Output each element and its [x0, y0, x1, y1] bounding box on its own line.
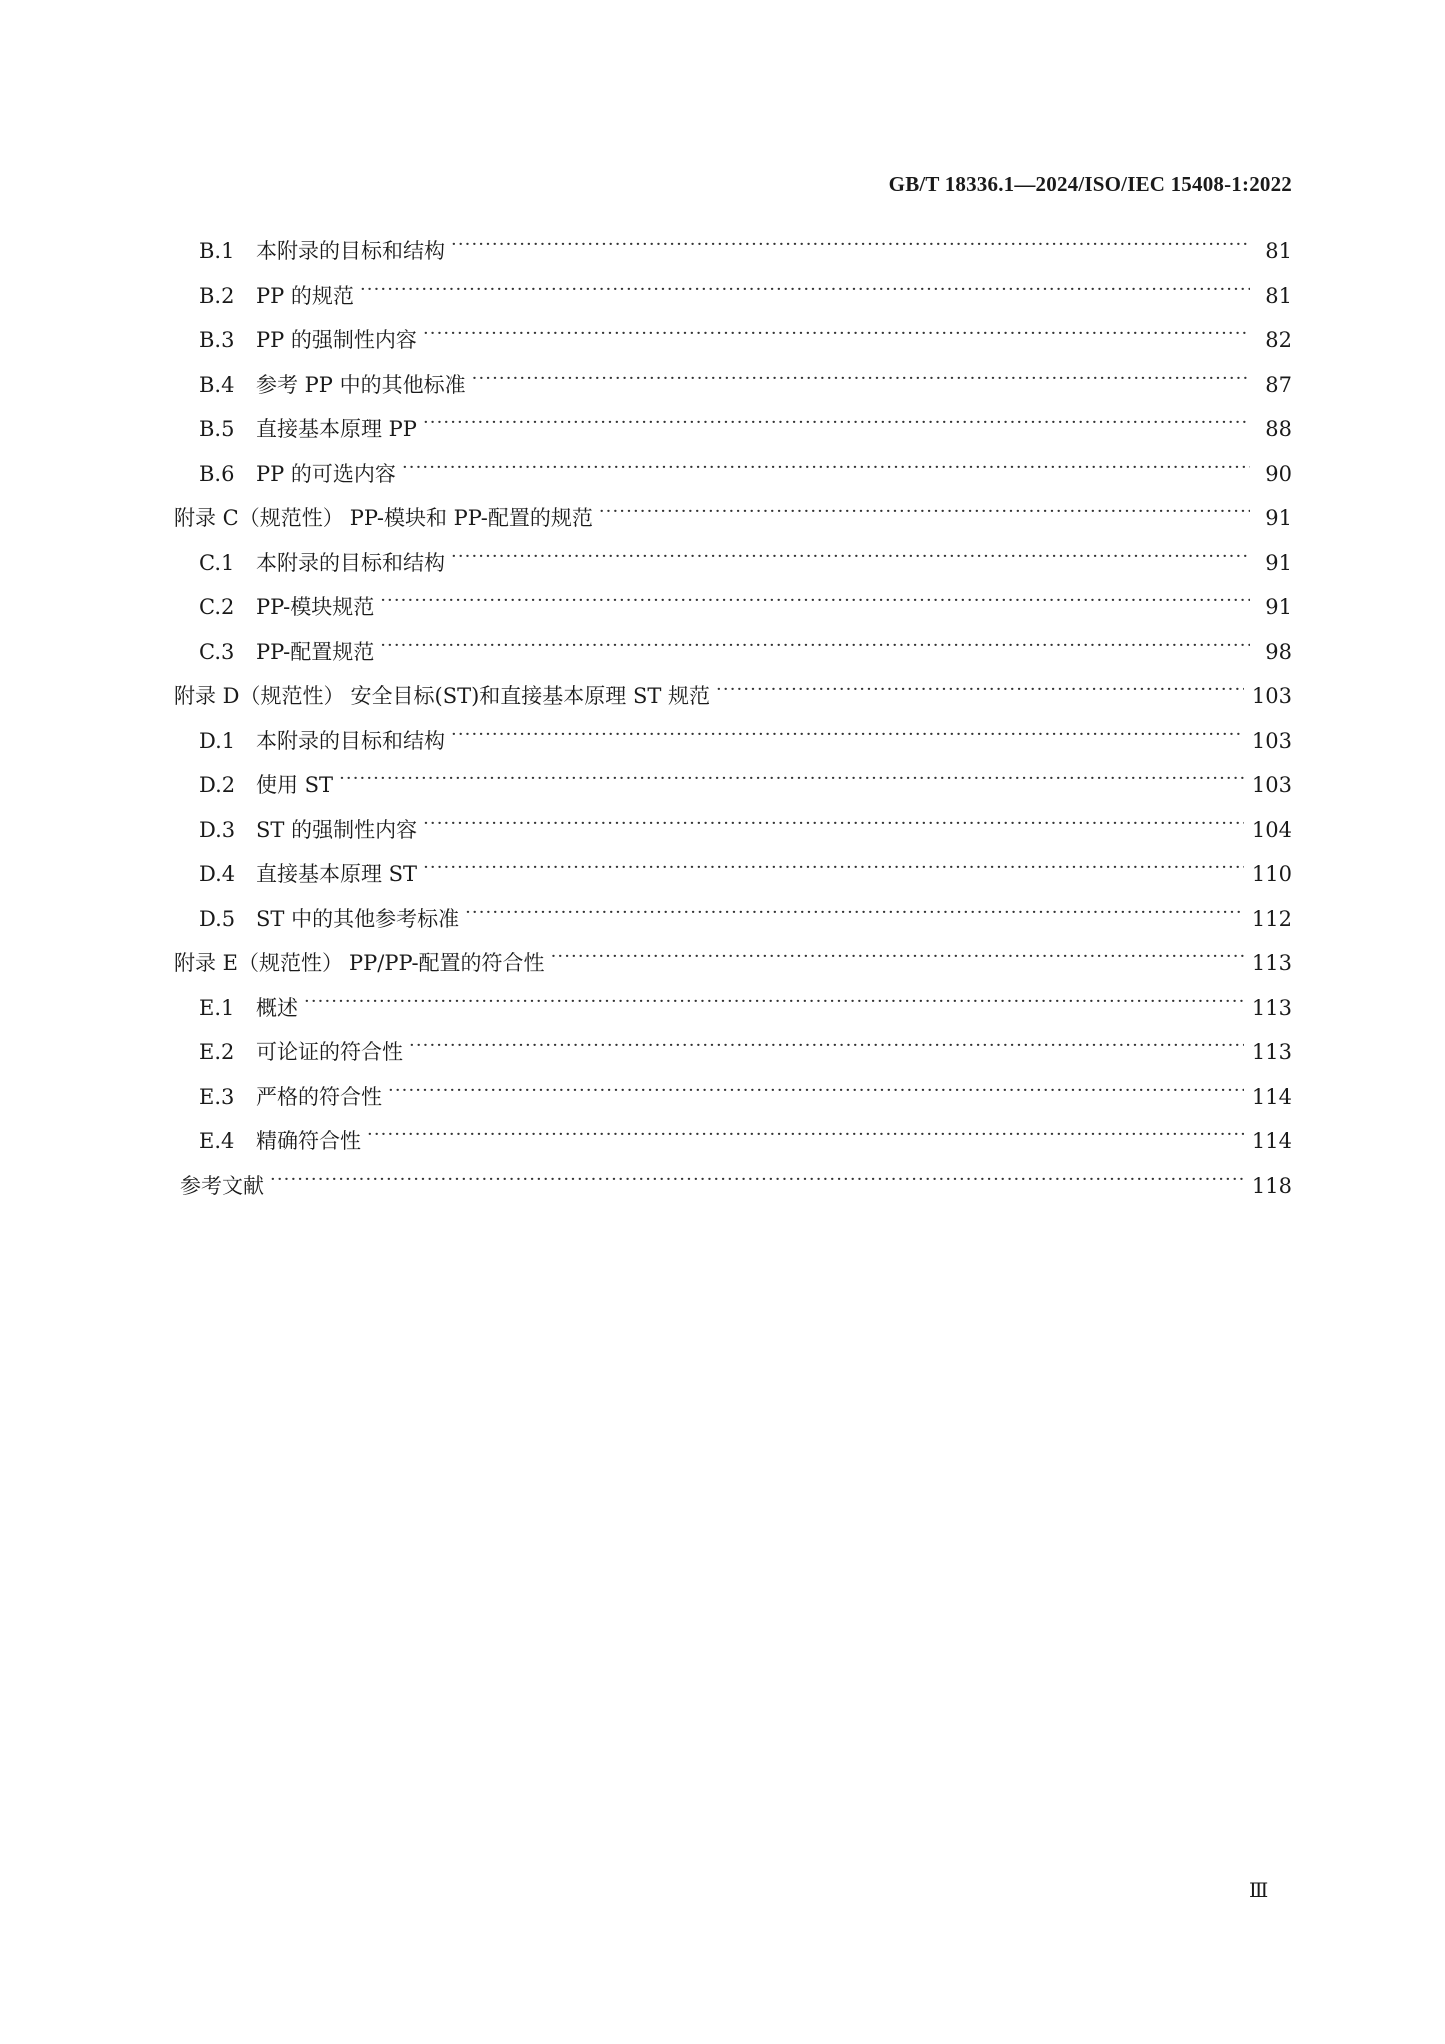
- toc-entry-title: 直接基本原理 PP: [256, 417, 417, 441]
- toc-entry[interactable]: [174, 1122, 1292, 1167]
- toc-entry-number: B.4: [199, 372, 235, 397]
- toc-dot-leader: [451, 722, 1244, 748]
- toc-dot-leader: [409, 1033, 1244, 1059]
- toc-entry-page: 103: [1251, 728, 1292, 753]
- toc-entry-title: 可论证的符合性: [256, 1040, 403, 1064]
- toc-entry-number: D.1: [199, 728, 236, 753]
- toc-entry-page: 81: [1265, 283, 1292, 308]
- toc-dot-leader: [472, 366, 1250, 392]
- toc-entry-page: 103: [1251, 684, 1292, 708]
- toc-entry-page: 113: [1251, 951, 1292, 975]
- toc-entry-title: 使用 ST: [256, 773, 334, 797]
- toc-entry-title: PP 的强制性内容: [256, 328, 417, 352]
- toc-entry-number: 附录 C（规范性）: [174, 506, 344, 530]
- toc-entry[interactable]: [174, 410, 1292, 455]
- toc-entry-page: 103: [1251, 773, 1292, 797]
- toc-entry-number: 附录 D（规范性）: [174, 684, 345, 708]
- toc-entry-title: 本附录的目标和结构: [256, 239, 445, 263]
- toc-entry-title: 参考文献: [180, 1173, 264, 1198]
- toc-dot-leader: [716, 677, 1244, 703]
- toc-dot-leader: [402, 455, 1250, 481]
- toc-entry-page: 104: [1251, 817, 1292, 842]
- toc-entry-number: B.5: [199, 417, 235, 441]
- toc-entry-page: 113: [1251, 1040, 1292, 1064]
- toc-entry-page: 98: [1265, 639, 1292, 664]
- toc-entry-page: 114: [1251, 1129, 1292, 1153]
- toc-entry-title: PP/PP-配置的符合性: [349, 951, 545, 975]
- page-number: Ⅲ: [1249, 1880, 1269, 1902]
- toc-entry[interactable]: [174, 321, 1292, 366]
- toc-entry-number: D.2: [199, 773, 236, 797]
- toc-dot-leader: [423, 855, 1244, 881]
- toc-dot-leader: [451, 544, 1250, 570]
- toc-dot-leader: [599, 499, 1250, 525]
- toc-entry-page: 91: [1265, 595, 1292, 619]
- toc-entry-number: E.3: [199, 1084, 235, 1109]
- toc-entry[interactable]: [174, 588, 1292, 633]
- toc-dot-leader: [451, 232, 1250, 258]
- table-of-contents: [174, 232, 1292, 1211]
- toc-entry-title: PP 的规范: [256, 283, 354, 308]
- toc-entry[interactable]: [174, 499, 1292, 544]
- toc-entry-page: 110: [1251, 862, 1292, 886]
- toc-entry[interactable]: [174, 900, 1292, 945]
- toc-entry-number: E.1: [199, 995, 235, 1020]
- toc-dot-leader: [465, 900, 1244, 926]
- toc-entry[interactable]: [174, 766, 1292, 811]
- toc-dot-leader: [423, 321, 1250, 347]
- toc-entry[interactable]: [174, 1033, 1292, 1078]
- toc-entry[interactable]: [174, 1167, 1292, 1212]
- toc-entry-title: PP-配置规范: [256, 639, 375, 664]
- toc-entry-number: B.3: [199, 328, 235, 352]
- toc-entry[interactable]: [174, 633, 1292, 678]
- toc-dot-leader: [423, 811, 1244, 837]
- toc-entry-title: ST 的强制性内容: [256, 817, 418, 842]
- toc-entry-number: C.3: [199, 639, 235, 664]
- toc-entry-title: 概述: [256, 995, 298, 1020]
- toc-entry-number: D.5: [199, 906, 236, 931]
- toc-entry[interactable]: [174, 677, 1292, 722]
- toc-dot-leader: [380, 588, 1250, 614]
- toc-entry[interactable]: [174, 722, 1292, 767]
- toc-entry-title: 精确符合性: [256, 1129, 361, 1153]
- toc-dot-leader: [304, 989, 1244, 1015]
- toc-entry-number: D.4: [199, 862, 236, 886]
- toc-entry-title: PP 的可选内容: [256, 461, 396, 486]
- toc-entry-number: E.4: [199, 1129, 235, 1153]
- toc-entry-page: 113: [1251, 995, 1292, 1020]
- toc-entry-page: 114: [1251, 1084, 1292, 1109]
- toc-dot-leader: [339, 766, 1244, 792]
- toc-entry-number: D.3: [199, 817, 236, 842]
- toc-entry-page: 118: [1251, 1173, 1292, 1198]
- toc-entry-page: 82: [1265, 328, 1292, 352]
- toc-entry[interactable]: [174, 544, 1292, 589]
- toc-entry-title: ST 中的其他参考标准: [256, 906, 460, 931]
- toc-entry[interactable]: [174, 1078, 1292, 1123]
- toc-entry-title: 严格的符合性: [256, 1084, 382, 1109]
- toc-entry-number: B.2: [199, 283, 235, 308]
- toc-entry[interactable]: [174, 366, 1292, 411]
- toc-entry-page: 112: [1251, 906, 1292, 931]
- toc-entry-title: PP-模块和 PP-配置的规范: [349, 506, 593, 530]
- toc-entry[interactable]: [174, 855, 1292, 900]
- toc-dot-leader: [360, 277, 1250, 303]
- toc-entry[interactable]: [174, 232, 1292, 277]
- toc-entry-number: C.1: [199, 550, 235, 575]
- toc-entry-number: B.1: [199, 239, 235, 263]
- toc-entry-page: 81: [1265, 239, 1292, 263]
- toc-entry[interactable]: [174, 455, 1292, 500]
- toc-dot-leader: [388, 1078, 1244, 1104]
- toc-entry-page: 91: [1265, 506, 1292, 530]
- toc-entry-title: 安全目标(ST)和直接基本原理 ST 规范: [350, 684, 711, 708]
- toc-entry-page: 88: [1265, 417, 1292, 441]
- toc-dot-leader: [551, 944, 1244, 970]
- toc-entry-title: 直接基本原理 ST: [256, 862, 418, 886]
- toc-entry-page: 87: [1265, 372, 1292, 397]
- toc-entry[interactable]: [174, 277, 1292, 322]
- toc-entry-title: PP-模块规范: [256, 595, 375, 619]
- toc-entry[interactable]: [174, 811, 1292, 856]
- toc-entry-number: E.2: [199, 1040, 235, 1064]
- toc-entry-number: B.6: [199, 461, 235, 486]
- toc-entry-number: 附录 E（规范性）: [174, 951, 344, 975]
- toc-entry-title: 参考 PP 中的其他标准: [256, 372, 466, 397]
- toc-entry-title: 本附录的目标和结构: [256, 550, 445, 575]
- toc-entry-number: C.2: [199, 595, 235, 619]
- toc-entry[interactable]: [174, 944, 1292, 989]
- toc-dot-leader: [423, 410, 1250, 436]
- toc-entry-title: 本附录的目标和结构: [256, 728, 445, 753]
- toc-entry-page: 90: [1265, 461, 1292, 486]
- toc-dot-leader: [380, 633, 1250, 659]
- toc-entry-page: 91: [1265, 550, 1292, 575]
- toc-dot-leader: [367, 1122, 1244, 1148]
- toc-entry[interactable]: [174, 989, 1292, 1034]
- toc-dot-leader: [270, 1167, 1244, 1193]
- standard-number-header: GB/T 18336.1—2024/ISO/IEC 15408-1:2022: [888, 172, 1292, 196]
